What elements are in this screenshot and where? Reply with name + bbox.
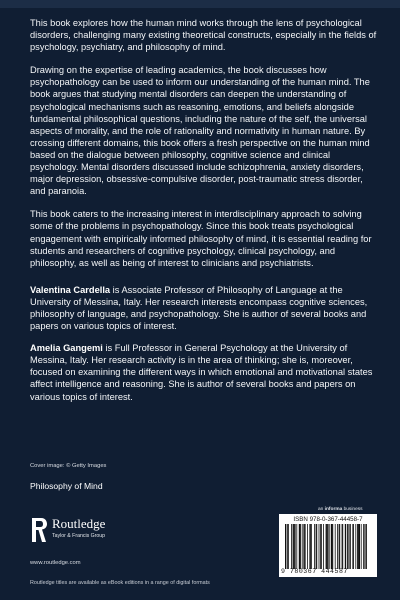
barcode-bar	[291, 524, 292, 569]
routledge-r-icon	[30, 516, 48, 544]
barcode-bar	[328, 524, 329, 569]
barcode-bar	[352, 524, 353, 569]
author-bio-1	[30, 284, 378, 332]
barcode-bar	[326, 524, 327, 569]
informa-prefix: an	[318, 507, 325, 512]
informa-suffix: business	[342, 507, 363, 512]
barcode-bar	[299, 524, 300, 569]
barcode-image	[285, 524, 375, 569]
barcode-bar	[345, 524, 346, 569]
isbn-label: ISBN 978-0-367-44458-7	[293, 516, 363, 523]
barcode-bar	[361, 524, 362, 569]
barcode-bar	[320, 524, 321, 569]
author-bio-text-2: is Full Professor in General Psychology at the University of Messina, Italy. Her research activity is in the area of thinking; she is, moreover, focused on examining the different ways in which emotional and motivational states affect intelligence and reasoning. She is author of several books and papers on various topics of interest.	[30, 343, 373, 402]
informa-label	[318, 507, 363, 512]
barcode-bar	[332, 524, 333, 569]
barcode-bar	[357, 524, 358, 569]
barcode-bar	[314, 524, 315, 569]
barcode-bar	[288, 524, 289, 569]
barcode-bar	[302, 524, 303, 569]
informa-name: informa	[324, 507, 343, 512]
barcode-bar	[335, 524, 336, 569]
barcode-bar	[363, 524, 364, 569]
barcode-bar	[303, 524, 304, 569]
barcode-bar	[311, 524, 312, 569]
barcode-bar	[323, 524, 324, 569]
barcode-bar	[326, 524, 327, 569]
barcode-bar	[307, 524, 308, 569]
barcode-digits: 9 780367 444587	[281, 568, 348, 575]
blurb	[30, 17, 378, 413]
barcode-bar	[347, 524, 348, 569]
barcode-bar	[358, 524, 359, 569]
barcode-bar	[294, 524, 295, 569]
barcode-bar	[339, 524, 340, 569]
barcode-bar	[342, 524, 343, 569]
barcode-bar	[331, 524, 332, 569]
barcode-bar	[293, 524, 294, 569]
barcode-bar	[296, 524, 297, 569]
barcode-bar	[309, 524, 310, 569]
author-name-2: Amelia Gangemi	[30, 343, 103, 354]
barcode-bar	[366, 524, 367, 569]
top-strip	[0, 0, 400, 8]
barcode-bar	[310, 524, 311, 569]
barcode-bar	[321, 524, 322, 569]
publisher-logo	[30, 516, 230, 550]
barcode-bar	[329, 524, 330, 569]
author-name-1: Valentina Cardella	[30, 284, 111, 295]
author-bio-text-1: is Associate Professor of Philosophy of Language at the University of Messina, Italy. Her research interests encompass cognitive sciences, philosophy of language, and psychopathology. She is author of several books and papers on various topics of interest.	[30, 284, 368, 332]
barcode-bar	[365, 524, 366, 569]
barcode-bar	[337, 524, 338, 569]
publisher-name: Routledge	[52, 516, 106, 531]
blurb-paragraph-1: This book explores how the human mind works through the lens of psychological disorders, challenging many existing theoretical constructs, especially in the fields of psychology, psychiatry, and philosophy of mind.	[30, 18, 377, 53]
barcode-bar	[349, 524, 350, 569]
barcode-bar	[353, 524, 354, 569]
barcode-bar	[359, 524, 360, 569]
barcode-bar	[355, 524, 356, 569]
barcode-bar	[287, 524, 288, 569]
publisher-group: Taylor & Francis Group	[52, 533, 106, 539]
ebook-footnote: Routledge titles are available as eBook editions in a range of digital formats	[30, 580, 210, 586]
blurb-paragraph-2: Drawing on the expertise of leading academics, the book discusses how psychopathology can be used to inform our understanding of the human mind. The book argues that studying mental disorders can deepen the understanding of psychological mechanisms such as reasoning, emotions, and beliefs alongside fundamental philosophical questions, including the nature of the self, the universal aspects of morality, and the role of rationality and normativity in human nature. By crossing different domains, this book offers a fresh perspective on the human mind based on the dialogue between philosophy, cognitive science and clinical psychology. Mental disorders discussed include schizophrenia, anxiety disorders, major depression, obsessive-compulsive disorder, post-traumatic stress disorder, and paranoia.	[30, 65, 370, 197]
blurb-paragraph-3: This book caters to the increasing interest in interdisciplinary approach to solving some of the problems in psychopathology. Since this book treats psychological engagement with empirically informed philosophy of mind, it is essential reading for students and researchers of cognitive psychology, clinical psychology, and philosophy, as well as being of interest to clinicians and psychiatrists.	[30, 209, 372, 268]
publisher-website: www.routledge.com	[30, 560, 81, 566]
cover-credit: Cover image: © Getty Images	[30, 463, 107, 469]
barcode-bar	[293, 524, 294, 569]
barcode-bar	[316, 524, 317, 569]
barcode-bar	[348, 524, 349, 569]
author-bio-2	[30, 342, 378, 402]
barcode-bar	[305, 524, 306, 569]
barcode-box	[279, 514, 377, 577]
barcode-bar	[300, 524, 301, 569]
barcode-bar	[339, 524, 340, 569]
barcode-bar	[342, 524, 343, 569]
barcode-bar	[316, 524, 317, 569]
series-name: Philosophy of Mind	[30, 481, 103, 491]
barcode-bar	[285, 524, 286, 569]
barcode-bar	[319, 524, 320, 569]
